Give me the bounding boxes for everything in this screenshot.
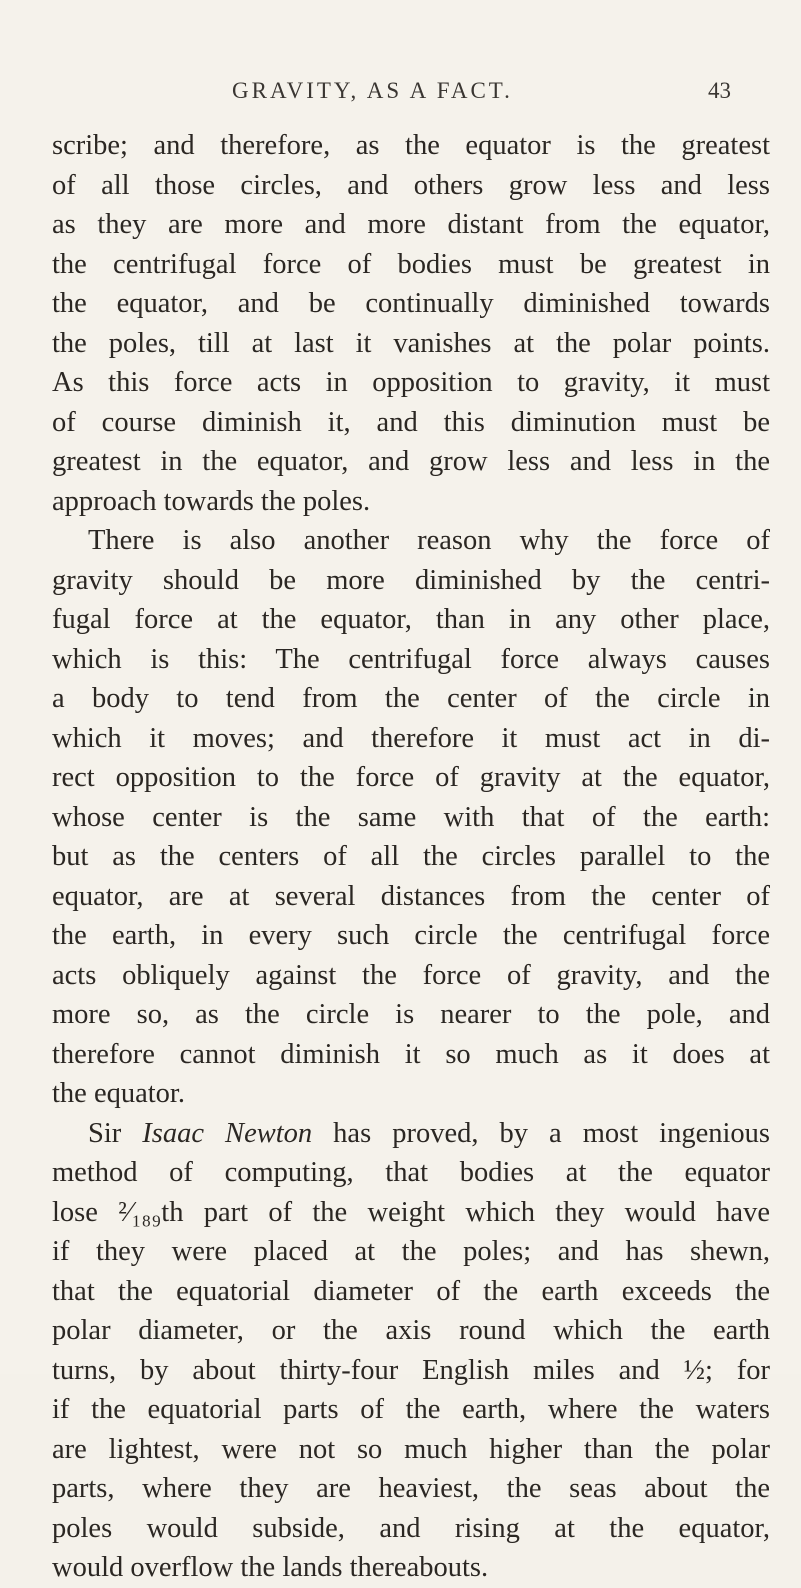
text-line: method of computing, that bodies at the equator: [52, 1157, 770, 1188]
text-line: fugal force at the equator, than in any other place,: [52, 604, 770, 635]
text-line: the earth, in every such circle the centrifugal force: [52, 920, 770, 951]
text-line: which is this: The centrifugal force always causes: [52, 643, 770, 675]
text-line: polar diameter, or the axis round which the earth: [52, 1315, 770, 1346]
text-line: if the equatorial parts of the earth, where the waters: [52, 1394, 770, 1425]
text-line: the equator.: [52, 1078, 185, 1109]
text-line: rect opposition to the force of gravity at the equator,: [52, 762, 770, 793]
text-line: greatest in the equator, and grow less and less in the: [52, 446, 770, 477]
text-line: of all those circles, and others grow less and less: [52, 169, 770, 201]
text-line: are lightest, were not so much higher than the polar: [52, 1433, 770, 1465]
newton-prefix: Sir: [88, 1117, 143, 1149]
text-line: scribe; and therefore, as the equator is the greatest: [52, 130, 770, 161]
text-line: gravity should be more diminished by the centri-: [52, 564, 770, 596]
page-header: [0, 78, 801, 114]
text-line: of course diminish it, and this diminution must be: [52, 406, 770, 438]
text-line: poles would subside, and rising at the equator,: [52, 1512, 770, 1544]
text-line: acts obliquely against the force of gravity, and the: [52, 959, 770, 991]
text-line: There is also another reason why the force of: [88, 525, 770, 556]
text-line-newton: [52, 1114, 770, 1154]
text-line: lose ²⁄₁₈₉th part of the weight which they would have: [52, 1196, 770, 1228]
text-line: whose center is the same with that of the earth:: [52, 801, 770, 833]
text-line: the poles, till at last it vanishes at the polar points.: [52, 327, 770, 359]
text-line: if they were placed at the poles; and has shewn,: [52, 1236, 770, 1267]
text-line: which it moves; and therefore it must act in di-: [52, 722, 770, 754]
text-line: the centrifugal force of bodies must be greatest in: [52, 248, 770, 280]
text-line: more so, as the circle is nearer to the pole, and: [52, 999, 770, 1030]
text-line: As this force acts in opposition to gravity, it must: [52, 367, 770, 398]
newton-rest: has proved, by a most ingenious: [312, 1117, 770, 1149]
running-title: GRAVITY, AS A FACT.: [232, 78, 513, 103]
text-line: equator, are at several distances from the center of: [52, 880, 770, 912]
text-line: that the equatorial diameter of the earth exceeds the: [52, 1275, 770, 1307]
text-line: as they are more and more distant from the equator,: [52, 209, 770, 240]
text-line: turns, by about thirty-four English miles and ½; for: [52, 1354, 770, 1386]
text-line: approach towards the poles.: [52, 485, 371, 517]
text-line: would overflow the lands thereabouts.: [52, 1552, 489, 1583]
body-text: [52, 126, 770, 1588]
text-line: but as the centers of all the circles parallel to the: [52, 841, 770, 872]
text-line: a body to tend from the center of the circle in: [52, 683, 770, 714]
page-number: 43: [708, 78, 731, 103]
text-line: therefore cannot diminish it so much as it does at: [52, 1038, 770, 1070]
newton-name: Isaac Newton: [142, 1117, 313, 1149]
text-line: the equator, and be continually diminished towards: [52, 288, 770, 319]
text-line: parts, where they are heaviest, the seas about the: [52, 1473, 770, 1504]
